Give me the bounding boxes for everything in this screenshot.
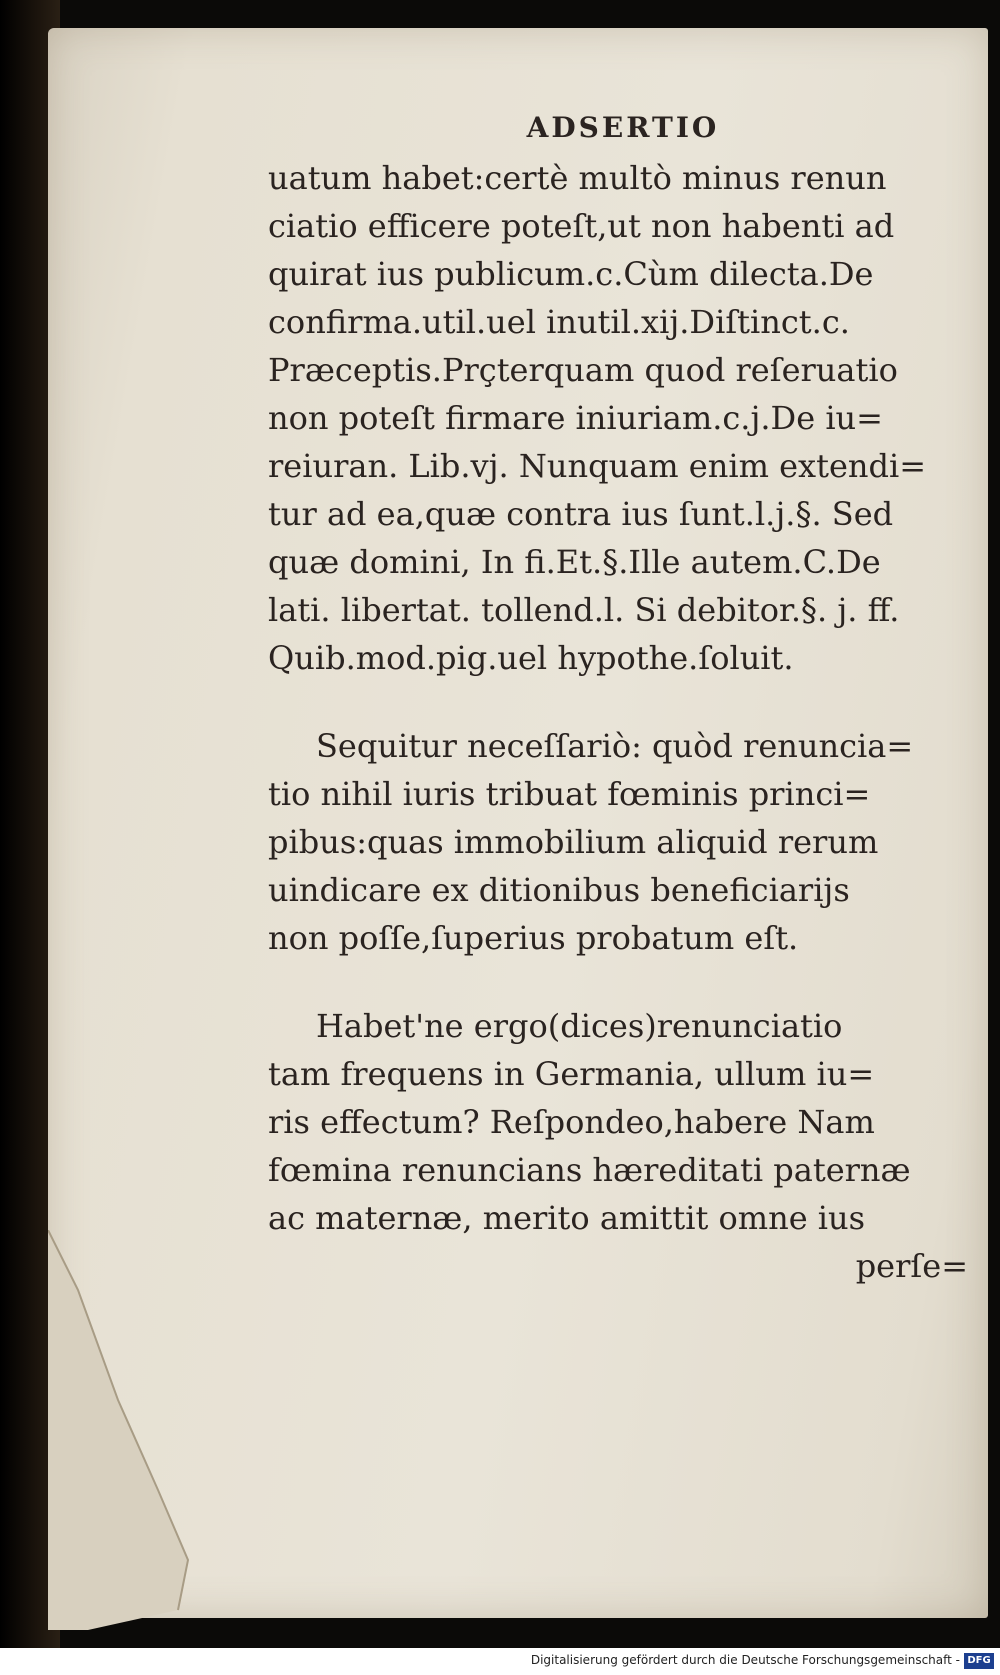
dfg-logo-icon: DFG bbox=[964, 1653, 994, 1669]
text-line: ciatio efficere poteſt,ut non habenti ad bbox=[268, 207, 895, 245]
text-line: tio nihil iuris tribuat fœminis princi= bbox=[268, 775, 871, 813]
paragraph-3 bbox=[268, 1002, 968, 1290]
text-line: non poteſt firmare iniuriam.c.j.De iu= bbox=[268, 399, 883, 437]
running-head: ADSERTIO bbox=[526, 111, 720, 144]
text-line: fœmina renuncians hæreditati paternæ bbox=[268, 1151, 911, 1189]
text-line: confirma.util.uel inutil.xij.Diſtinct.c. bbox=[268, 303, 850, 341]
paragraph-gap bbox=[268, 682, 968, 722]
text-line: Sequitur neceſſariò: quòd renuncia= bbox=[316, 727, 914, 765]
text-line: tam frequens in Germania, ullum iu= bbox=[268, 1055, 875, 1093]
text-line: Quib.mod.pig.uel hypothe.ſoluit. bbox=[268, 639, 794, 677]
text-line: reiuran. Lib.vj. Nunquam enim extendi= bbox=[268, 447, 927, 485]
torn-page-corner bbox=[48, 1230, 208, 1630]
footer-credit-bar bbox=[0, 1648, 1000, 1675]
text-line: Præceptis.Prçterquam quod reſeruatio bbox=[268, 351, 898, 389]
text-line: pibus:quas immobilium aliquid rerum bbox=[268, 823, 879, 861]
paragraph-2 bbox=[268, 722, 968, 962]
funding-credit: Digitalisierung gefördert durch die Deutsche Forschungsgemeinschaft - bbox=[530, 1653, 960, 1667]
text-line: uindicare ex ditionibus beneficiarijs bbox=[268, 871, 850, 909]
text-line: non poſſe,ſuperius probatum eſt. bbox=[268, 919, 799, 957]
text-line: ac maternæ, merito amittit omne ius bbox=[268, 1199, 866, 1237]
catchword: perſe= bbox=[855, 1247, 968, 1285]
text-line: Habet'ne ergo(dices)renunciatio bbox=[316, 1007, 843, 1045]
paragraph-1 bbox=[268, 154, 968, 682]
text-line: ris effectum? Reſpondeo,habere Nam bbox=[268, 1103, 875, 1141]
text-line: quæ domini, In fi.Et.§.Ille autem.C.De bbox=[268, 543, 881, 581]
text-line: tur ad ea,quæ contra ius ſunt.l.j.§. Sed bbox=[268, 495, 894, 533]
text-line: quirat ius publicum.c.Cùm dilecta.De bbox=[268, 255, 874, 293]
page-text bbox=[268, 108, 968, 1290]
text-line: uatum habet:certè multò minus renun bbox=[268, 159, 887, 197]
text-line: lati. libertat. tollend.l. Si debitor.§. j. ff. bbox=[268, 591, 900, 629]
paragraph-gap bbox=[268, 962, 968, 1002]
